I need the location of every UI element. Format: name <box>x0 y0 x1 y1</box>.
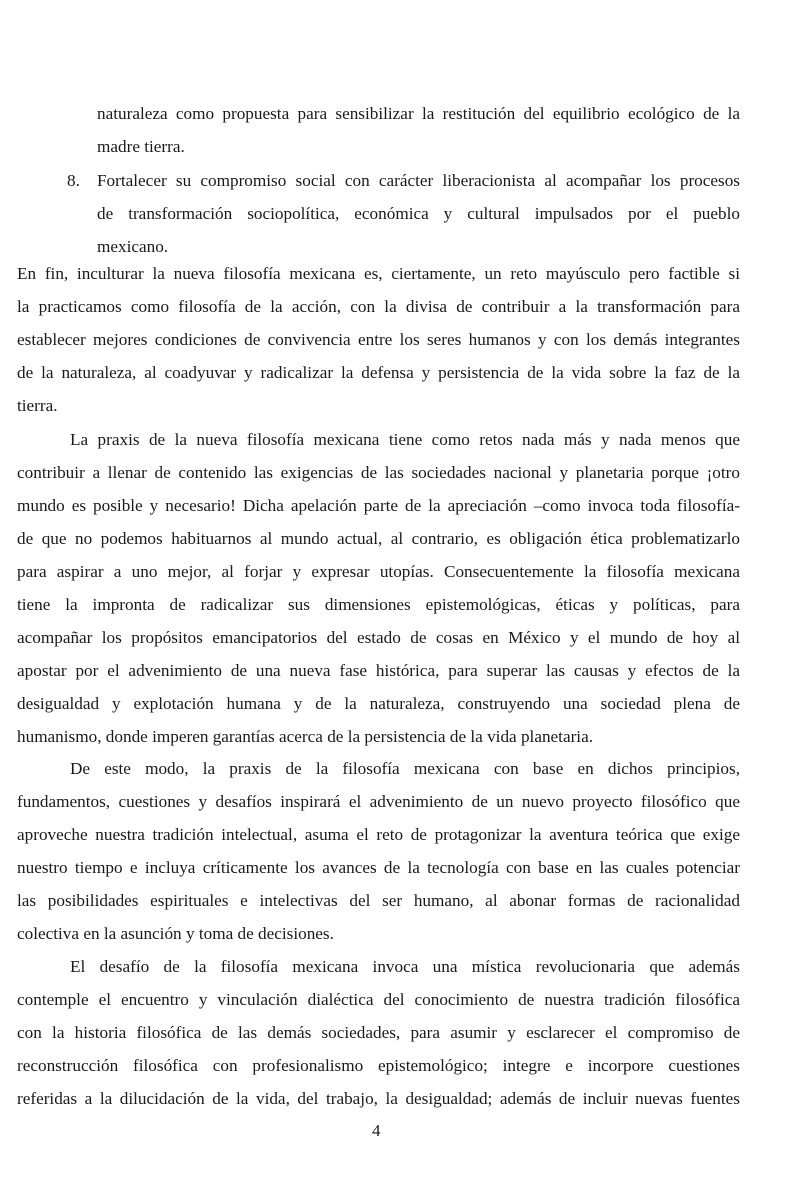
list-item-marker: 8. <box>67 171 80 190</box>
paragraph-line: para aspirar a uno mejor, al forjar y expresar utopías. Consecuentemente la filosofía mexicana <box>17 562 740 581</box>
paragraph-line: De este modo, la praxis de la filosofía mexicana con base en dichos principios, <box>70 759 740 778</box>
page-number: 4 <box>372 1121 381 1140</box>
paragraph-line: acompañar los propósitos emancipatorios del estado de cosas en México y el mundo de hoy al <box>17 628 740 647</box>
paragraph-line: las posibilidades espirituales e intelectivas del ser humano, al abonar formas de racionalidad <box>17 891 740 910</box>
paragraph-line: tierra. <box>17 396 58 415</box>
paragraph-line: La praxis de la nueva filosofía mexicana tiene como retos nada más y nada menos que <box>70 430 740 449</box>
list-item-line: de transformación sociopolítica, económica y cultural impulsados por el pueblo <box>97 204 740 223</box>
paragraph-line: nuestro tiempo e incluya críticamente los avances de la tecnología con base en las cuales potenciar <box>17 858 740 877</box>
paragraph-line: de la naturaleza, al coadyuvar y radicalizar la defensa y persistencia de la vida sobre la faz de la <box>17 363 740 382</box>
paragraph-line: contemple el encuentro y vinculación dialéctica del conocimiento de nuestra tradición filosófica <box>17 990 740 1009</box>
paragraph-line: En fin, inculturar la nueva filosofía mexicana es, ciertamente, un reto mayúsculo pero factible si <box>17 264 740 283</box>
paragraph-line: tiene la impronta de radicalizar sus dimensiones epistemológicas, éticas y políticas, para <box>17 595 740 614</box>
list-continuation-line: madre tierra. <box>97 137 185 156</box>
paragraph-line: reconstrucción filosófica con profesionalismo epistemológico; integre e incorpore cuestiones <box>17 1056 740 1075</box>
paragraph-line: apostar por el advenimiento de una nueva fase histórica, para superar las causas y efectos de la <box>17 661 740 680</box>
paragraph-line: desigualdad y explotación humana y de la naturaleza, construyendo una sociedad plena de <box>17 694 740 713</box>
paragraph-line: colectiva en la asunción y toma de decisiones. <box>17 924 334 943</box>
paragraph-line: la practicamos como filosofía de la acción, con la divisa de contribuir a la transformación para <box>17 297 740 316</box>
paragraph-line: contribuir a llenar de contenido las exigencias de las sociedades nacional y planetaria porque ¡otro <box>17 463 740 482</box>
paragraph-line: de que no podemos habituarnos al mundo actual, al contrario, es obligación ética problematizarlo <box>17 529 740 548</box>
list-continuation-line: naturaleza como propuesta para sensibilizar la restitución del equilibrio ecológico de la <box>97 104 740 123</box>
list-item-line: mexicano. <box>97 237 169 256</box>
paragraph-line: establecer mejores condiciones de convivencia entre los seres humanos y con los demás integrantes <box>17 330 740 349</box>
paragraph-line: aproveche nuestra tradición intelectual, asuma el reto de protagonizar la aventura teórica que exige <box>17 825 740 844</box>
paragraph-line: con la historia filosófica de las demás sociedades, para asumir y esclarecer el compromiso de <box>17 1023 740 1042</box>
paragraph-line: mundo es posible y necesario! Dicha apelación parte de la apreciación –como invoca toda filosofía- <box>17 496 740 515</box>
list-item-line: Fortalecer su compromiso social con carácter liberacionista al acompañar los procesos <box>97 171 740 190</box>
paragraph-line: humanismo, donde imperen garantías acerca de la persistencia de la vida planetaria. <box>17 727 594 746</box>
paragraph-line: El desafío de la filosofía mexicana invoca una mística revolucionaria que además <box>70 957 740 976</box>
paragraph-line: fundamentos, cuestiones y desafíos inspirará el advenimiento de un nuevo proyecto filosófico que <box>17 792 740 811</box>
paragraph-line: referidas a la dilucidación de la vida, del trabajo, la desigualdad; además de incluir nuevas fuentes <box>17 1089 740 1108</box>
